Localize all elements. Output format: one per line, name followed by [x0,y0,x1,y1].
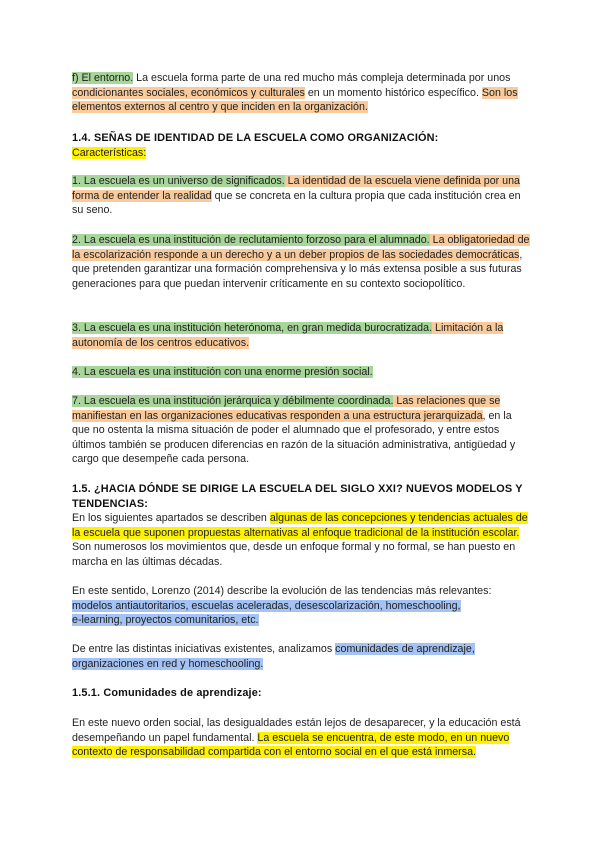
caracteristicas-label [72,146,530,161]
highlight-item-2: 2. La escuela es una institución de reclutamiento forzoso para el alumnado. [72,234,430,246]
highlight-concepciones: algunas de las concepciones y tendencias actuales de la escuela que suponen propuestas alternativas al enfoque tradicional de la institución escolar. [72,512,528,539]
section-heading-1-5: 1.5. ¿HACIA DÓNDE SE DIRIGE LA ESCUELA DEL SIGLO XXI? NUEVOS MODELOS Y TENDENCIAS: [72,483,523,510]
text-item-1-body: que se concreta en la cultura propia que cada institución crea en su seno. [72,189,521,217]
text-momento-historico: en un momento histórico específico. [304,86,482,99]
section-heading-1-4: 1.4. SEÑAS DE IDENTIDAD DE LA ESCUELA COMO ORGANIZACIÓN: [72,132,439,144]
highlight-item-2-obligatoriedad: La obligatoriedad de la escolarización responde a un derecho y a un deber propios de las sociedades democráticas [72,234,530,261]
highlight-item-1-identidad: La identidad de la escuela viene definida por una forma de entender la realidad [72,175,521,202]
text-lorenzo-intro: En este sentido, Lorenzo (2014) describe la evolución de las tendencias más relevantes: [72,585,492,597]
item-7-jerarquica [72,394,530,467]
paragraph-iniciativas [72,642,530,671]
text-iniciativas-intro: De entre las distintas iniciativas existentes, analizamos [72,643,336,655]
highlight-entorno-heading: f) El entorno. [72,72,134,84]
highlight-comunidades: comunidades de aprendizaje, organizaciones en red y homeschooling. [72,643,475,670]
highlight-item-1: 1. La escuela es un universo de significados. [72,175,285,187]
text-item-7-body: , en la que no ostenta la misma situación de poder el alumnado que el profesorado, y entre estos últimos también se producen diferencias en razón de la situación administrativa, antigüedad y cargo que desempeñe cada persona. [72,409,516,466]
highlight-item-4: 4. La escuela es una institución con una enorme presión social. [72,366,373,378]
highlight-item-7: 7. La escuela es una institución jerárquica y débilmente coordinada. [72,395,394,407]
highlight-item-3-limitacion: Limitación a la autonomía de los centros educativos. [72,322,504,349]
text-movimientos: Son numerosos los movimientos que, desde un enfoque formal y no formal, se han puesto en marcha en las últimas décadas. [72,541,516,568]
item-4-presion-social [72,365,530,380]
item-2-reclutamiento [72,233,530,291]
section-heading-1-5-1: 1.5.1. Comunidades de aprendizaje: [72,687,262,699]
highlight-responsabilidad: La escuela se encuentra, de este modo, en un nuevo contexto de responsabilidad compartida con el entorno social en el que está inmersa. [72,731,510,759]
highlight-elementos-externos: Son los elementos externos al centro y que inciden en la organización. [72,86,518,114]
paragraph-entorno [72,71,530,115]
highlight-elearning: e-learning, proyectos comunitarios, etc. [72,614,259,627]
highlight-modelos: modelos antiautoritarios, escuelas aceleradas, desescolarización, homeschooling, [72,599,461,612]
highlight-item-7-relaciones: Las relaciones que se manifiestan en las organizaciones educativas responden a una estructura jerarquizada [72,395,501,422]
highlight-item-3: 3. La escuela es una institución heterónoma, en gran medida burocratizada. [72,322,433,334]
paragraph-nuevo-orden [72,716,530,760]
text-item-2-body: , que pretenden garantizar una formación comprehensiva y lo más extensa posible a sus futuras generaciones para que puedan intervenir críticamente en su contexto sociopolítico. [72,248,523,290]
paragraph-lorenzo [72,584,530,628]
item-1-universo [72,174,530,218]
highlight-condicionantes: condicionantes sociales, económicos y culturales [72,86,305,99]
highlight-caracteristicas: Características: [72,147,147,159]
item-3-heteronoma [72,321,530,350]
text-tendencias-intro: En los siguientes apartados se describen [72,512,270,524]
text-entorno-body: La escuela forma parte de una red mucho más compleja determinada por unos [133,72,511,84]
text-nuevo-orden: En este nuevo orden social, las desigualdades están lejos de desaparecer, y la educación está desempeñando un papel fundamental. [72,717,521,744]
paragraph-tendencias [72,511,530,569]
